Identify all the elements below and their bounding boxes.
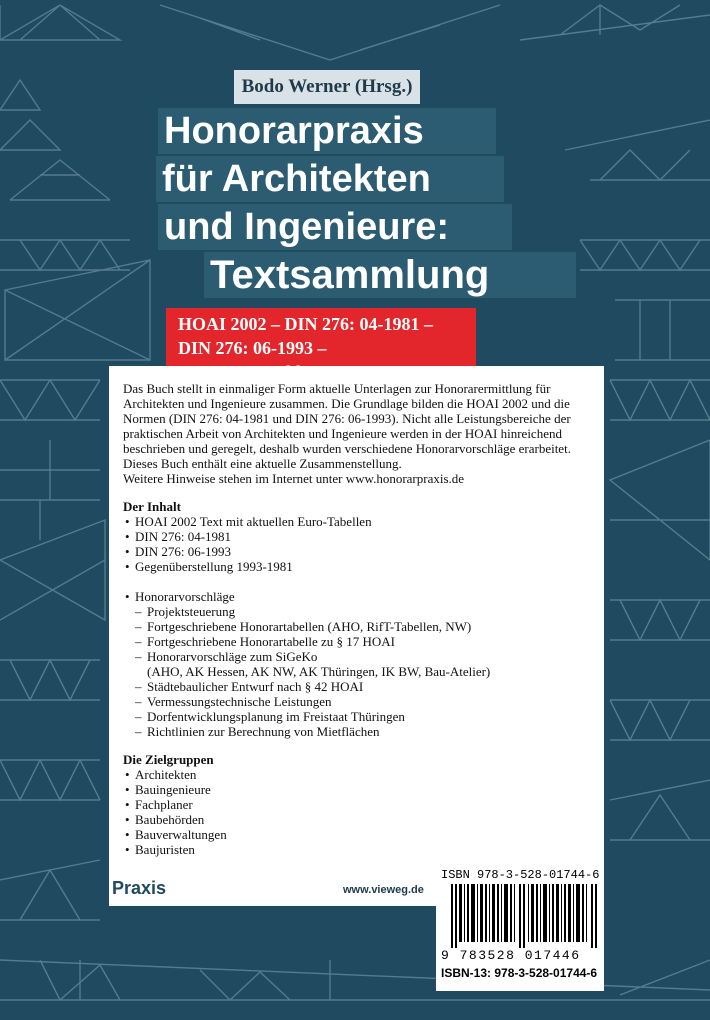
title-line-3: und Ingenieure: (158, 204, 512, 250)
bullet-icon: • (125, 782, 130, 797)
bullet-icon: • (125, 812, 130, 827)
dash-icon: – (135, 649, 142, 664)
list-item: • HOAI 2002 Text mit aktuellen Euro-Tabellen (125, 514, 372, 529)
intro-text (123, 381, 590, 486)
bullet-icon: • (125, 797, 130, 812)
intro-line: praktischen Arbeit von Architekten und Ingenieure werden in der HOAI hinreichend (123, 426, 562, 441)
intro-line: Das Buch stellt in einmaliger Form aktuelle Unterlagen zur Honorarermittlung für (123, 381, 551, 396)
list-item: • Baujuristen (125, 842, 195, 857)
list-item: • DIN 276: 04-1981 (125, 529, 232, 544)
honorarvorschlaege-list (123, 589, 590, 604)
isbn-top-label: ISBN 978-3-528-01744-6 (441, 868, 600, 882)
bullet-icon: • (125, 767, 130, 782)
subtitle-line-1: HOAI 2002 – DIN 276: 04-1981 – (178, 314, 433, 334)
author-label: Bodo Werner (Hrsg.) (234, 70, 420, 104)
sub-item-continuation: (AHO, AK Hessen, AK NW, AK Thüringen, IK BW, Bau-Atelier) (147, 664, 491, 679)
sub-item: – Vermessungstechnische Leistungen (135, 694, 332, 709)
inhalt-list (123, 514, 590, 574)
honorarvorschlaege-sublist (123, 604, 590, 739)
dash-icon: – (135, 604, 142, 619)
dash-icon: – (135, 679, 142, 694)
dash-icon: – (135, 634, 142, 649)
bullet-icon: • (125, 514, 130, 529)
zielgruppen-list (123, 767, 590, 857)
bullet-icon: • (125, 589, 130, 604)
barcode-digits: 9 783528 017446 (441, 948, 581, 963)
list-item: • Bauverwaltungen (125, 827, 227, 842)
list-item: • DIN 276: 06-1993 (125, 544, 232, 559)
subtitle-box (166, 308, 476, 368)
publisher-website: www.vieweg.de (343, 884, 424, 896)
sub-item: – Honorarvorschläge zum SiGeKo (135, 649, 318, 664)
sub-item: – Fortgeschriebene Honorartabellen (AHO, RifT-Tabellen, NW) (135, 619, 472, 634)
sub-item: – Städtebaulicher Entwurf nach § 42 HOAI (135, 679, 364, 694)
title-line-4: Textsammlung (204, 252, 576, 298)
isbn-13-label: ISBN-13: 978-3-528-01744-6 (441, 966, 598, 980)
list-item: • Fachplaner (125, 797, 193, 812)
list-item: • Honorarvorschläge (125, 589, 235, 604)
dash-icon: – (135, 724, 142, 739)
bullet-icon: • (125, 842, 130, 857)
title-line-1: Honorarpraxis (158, 108, 496, 154)
intro-line: Architekten und Ingenieure zusammen. Die Grundlage bilden die HOAI 2002 und die (123, 396, 570, 411)
subtitle-line-2: DIN 276: 06-1993 – (178, 338, 327, 358)
inhalt-heading: Der Inhalt (123, 499, 181, 514)
dash-icon: – (135, 619, 142, 634)
series-logo: Praxis (112, 878, 167, 898)
dash-icon: – (135, 709, 142, 724)
list-item: • Gegenüberstellung 1993-1981 (125, 559, 293, 574)
sub-item: – Richtlinien zur Berechnung von Mietflächen (135, 724, 380, 739)
intro-line: beschrieben und geregelt, deshalb wurden verschiedene Honorarvorschläge erarbeitet. (123, 441, 571, 456)
bullet-icon: • (125, 529, 130, 544)
sub-item: – Fortgeschriebene Honorartabelle zu § 17 HOAI (135, 634, 395, 649)
bullet-icon: • (125, 544, 130, 559)
list-item: • Bauingenieure (125, 782, 211, 797)
list-item: • Architekten (125, 767, 197, 782)
list-item: • Baubehörden (125, 812, 205, 827)
content-panel (109, 366, 604, 906)
barcode-icon (451, 884, 597, 948)
sub-item: – Dorfentwicklungsplanung im Freistaat Thüringen (135, 709, 405, 724)
zielgruppen-heading: Die Zielgruppen (123, 752, 214, 767)
bullet-icon: • (125, 559, 130, 574)
intro-line: Normen (DIN 276: 04-1981 und DIN 276: 06-1993). Nicht alle Leistungsbereiche der (123, 411, 571, 426)
intro-line: Weitere Hinweise stehen im Internet unter www.honorarpraxis.de (123, 471, 465, 486)
dash-icon: – (135, 694, 142, 709)
intro-line: Dieses Buch enthält eine aktuelle Zusammenstellung. (123, 456, 402, 471)
title-line-2: für Architekten (156, 156, 504, 202)
bullet-icon: • (125, 827, 130, 842)
sub-item: – Projektsteuerung (135, 604, 236, 619)
